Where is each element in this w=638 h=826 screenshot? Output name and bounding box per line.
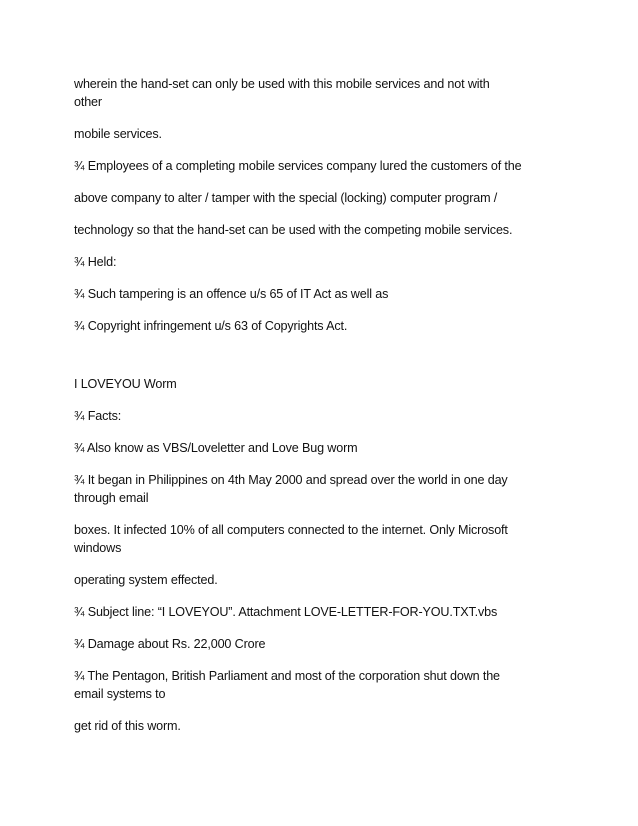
text-line: ¾ Also know as VBS/Loveletter and Love Bug worm bbox=[74, 441, 358, 455]
text-line: email systems to bbox=[74, 687, 166, 701]
text-line: ¾ Subject line: “I LOVEYOU”. Attachment LOVE-LETTER-FOR-YOU.TXT.vbs bbox=[74, 605, 498, 619]
text-line: wherein the hand-set can only be used with this mobile services and not with bbox=[74, 77, 490, 91]
text-line: ¾ Employees of a completing mobile services company lured the customers of the bbox=[74, 159, 522, 173]
text-line: get rid of this worm. bbox=[74, 719, 181, 733]
text-line: ¾ Facts: bbox=[74, 409, 122, 423]
text-line: through email bbox=[74, 491, 149, 505]
text-line: windows bbox=[74, 541, 122, 555]
text-line: above company to alter / tamper with the special (locking) computer program / bbox=[74, 191, 498, 205]
text-line: ¾ Such tampering is an offence u/s 65 of IT Act as well as bbox=[74, 287, 389, 301]
text-line: boxes. It infected 10% of all computers connected to the internet. Only Microsoft bbox=[74, 523, 508, 537]
text-line: operating system effected. bbox=[74, 573, 218, 587]
text-line: ¾ Copyright infringement u/s 63 of Copyrights Act. bbox=[74, 319, 348, 333]
text-line: other bbox=[74, 95, 102, 109]
text-line: ¾ It began in Philippines on 4th May 2000 and spread over the world in one day bbox=[74, 473, 508, 487]
text-line: ¾ Held: bbox=[74, 255, 117, 269]
text-line: ¾ The Pentagon, British Parliament and most of the corporation shut down the bbox=[74, 669, 500, 683]
text-line: technology so that the hand-set can be used with the competing mobile services. bbox=[74, 223, 513, 237]
text-line: mobile services. bbox=[74, 127, 162, 141]
text-line: ¾ Damage about Rs. 22,000 Crore bbox=[74, 637, 266, 651]
section-heading: I LOVEYOU Worm bbox=[74, 377, 177, 391]
